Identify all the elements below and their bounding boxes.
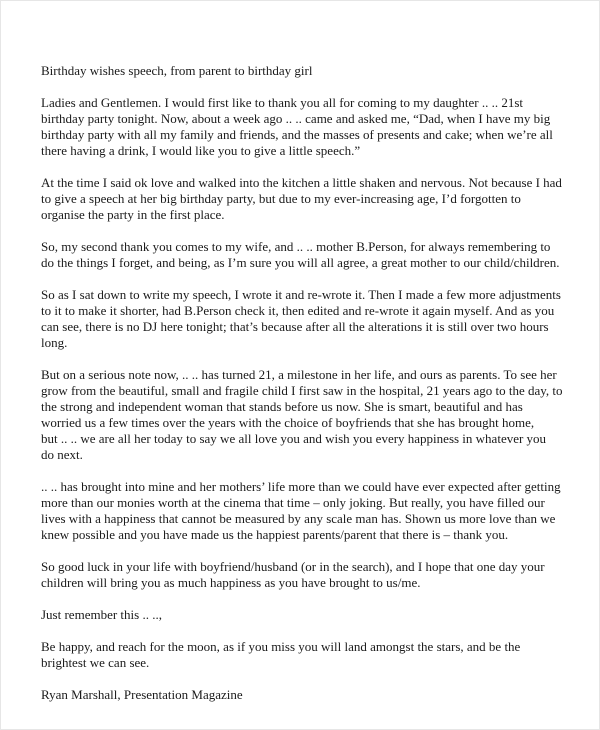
paragraph-2 bbox=[41, 175, 571, 223]
text-line: worried us a few times over the years with the choice of boyfriends that she has brought home, bbox=[41, 415, 535, 430]
text-line: lives with a happiness that cannot be measured by any scale man has. Shown us more love than we bbox=[41, 511, 556, 526]
text-line: So good luck in your life with boyfriend/husband (or in the search), and I hope that one day your bbox=[41, 559, 545, 574]
text-line: Ladies and Gentlemen. I would first like to thank you all for coming to my daughter .. .. 21st bbox=[41, 95, 523, 110]
signature: Ryan Marshall, Presentation Magazine bbox=[41, 687, 243, 702]
text-line: more than our monies worth at the cinema that time – only joking. But really, you have filled our bbox=[41, 495, 545, 510]
paragraph-3 bbox=[41, 239, 571, 271]
text-line: birthday party tonight. Now, about a week ago .. .. came and asked me, “Dad, when I have my big bbox=[41, 111, 551, 126]
paragraph-8 bbox=[41, 607, 571, 623]
paragraph-5 bbox=[41, 367, 571, 463]
paragraph-6 bbox=[41, 479, 571, 543]
text-line: do next. bbox=[41, 447, 83, 462]
text-line: do the things I forget, and being, as I’m sure you will all agree, a great mother to our child/children. bbox=[41, 255, 560, 270]
paragraph-9 bbox=[41, 639, 571, 671]
paragraph-7 bbox=[41, 559, 571, 591]
text-line: birthday party with all my family and friends, and the masses of presents and cake; when we’re all bbox=[41, 127, 553, 142]
text-line: children will bring you as much happiness as you have brought to us/me. bbox=[41, 575, 421, 590]
text-line: brightest we can see. bbox=[41, 655, 150, 670]
text-line: grow from the beautiful, small and fragile child I first saw in the hospital, 21 years ago to the day, to bbox=[41, 383, 563, 398]
text-line: can see, there is no DJ here tonight; that’s because after all the alterations it is still over two hours bbox=[41, 319, 549, 334]
text-line: organise the party in the first place. bbox=[41, 207, 225, 222]
text-line: So as I sat down to write my speech, I wrote it and re-wrote it. Then I made a few more adjustments bbox=[41, 287, 561, 302]
paragraph-1 bbox=[41, 95, 571, 159]
text-line: At the time I said ok love and walked into the kitchen a little shaken and nervous. Not because I had bbox=[41, 175, 562, 190]
text-line: .. .. has brought into mine and her mothers’ life more than we could have ever expected after getting bbox=[41, 479, 561, 494]
text-line: there having a drink, I would like you to give a little speech.” bbox=[41, 143, 361, 158]
text-line: But on a serious note now, .. .. has turned 21, a milestone in her life, and ours as parents. To see her bbox=[41, 367, 557, 382]
text-line: So, my second thank you comes to my wife, and .. .. mother B.Person, for always remembering to bbox=[41, 239, 551, 254]
text-line: to it to make it shorter, had B.Person check it, then edited and re-wrote it again myself. And as you bbox=[41, 303, 555, 318]
document-title: Birthday wishes speech, from parent to birthday girl bbox=[41, 63, 313, 78]
document-body bbox=[41, 63, 571, 703]
text-line: the strong and independent woman that stands before us now. She is smart, beautiful and has bbox=[41, 399, 523, 414]
text-line: knew possible and you have made us the happiest parents/parent that there is – thank you. bbox=[41, 527, 509, 542]
paragraph-4 bbox=[41, 287, 571, 351]
text-line: but .. .. we are all her today to say we all love you and wish you every happiness in whatever you bbox=[41, 431, 547, 446]
text-line: Just remember this .. .., bbox=[41, 607, 162, 622]
text-line: Be happy, and reach for the moon, as if you miss you will land amongst the stars, and be the bbox=[41, 639, 521, 654]
text-line: to give a speech at her big birthday party, but due to my ever-increasing age, I’d forgotten to bbox=[41, 191, 521, 206]
text-line: long. bbox=[41, 335, 68, 350]
